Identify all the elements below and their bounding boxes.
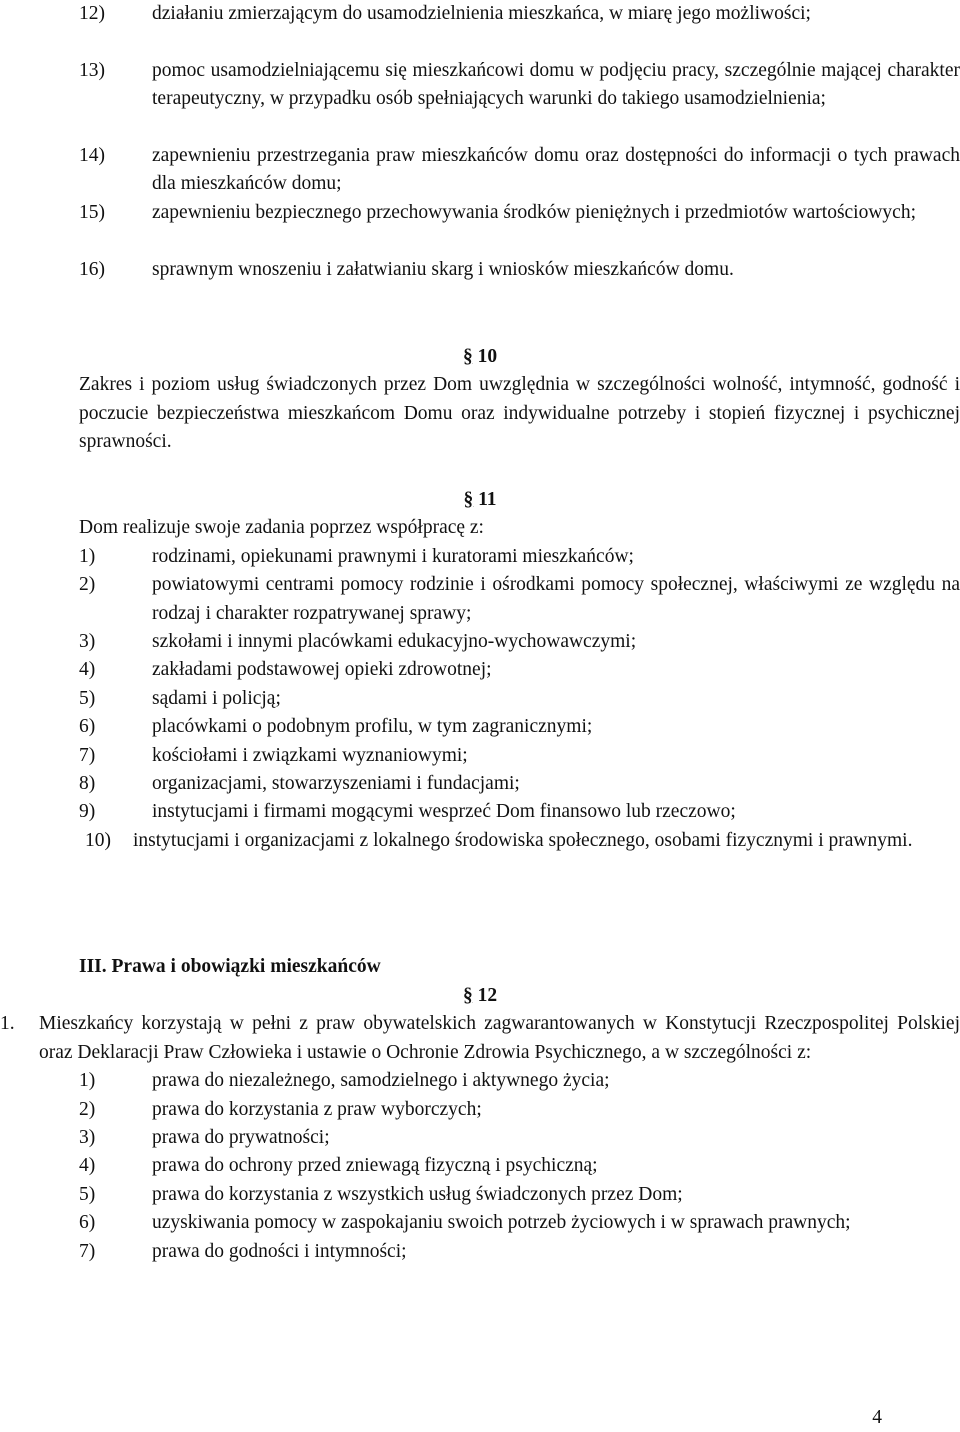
list-item-text: prawa do niezależnego, samodzielnego i aktywnego życia; bbox=[152, 1070, 610, 1092]
list-item bbox=[0, 0, 960, 57]
list-item bbox=[0, 1067, 960, 1095]
section-sign: § bbox=[462, 346, 473, 367]
section-10 bbox=[0, 343, 960, 457]
chapter-heading-block bbox=[0, 953, 960, 981]
list-item-text: powiatowymi centrami pomocy rodzinie i ośrodkami pomocy społecznej, właściwymi ze względu na rodzaj i charakter rozpatrywanej sprawy; bbox=[152, 574, 960, 624]
list-item-text: rodzinami, opiekunami prawnymi i kuratorami mieszkańców; bbox=[152, 545, 634, 567]
list-item-number: 3) bbox=[79, 631, 96, 653]
list-item-number: 1) bbox=[79, 1070, 96, 1092]
list-item-number: 1) bbox=[79, 545, 96, 567]
list-item bbox=[0, 827, 960, 855]
list-item-number: 7) bbox=[79, 1240, 96, 1262]
section-11 bbox=[0, 486, 960, 855]
page-number: 4 bbox=[872, 1407, 882, 1428]
list-item-text: kościołami i związkami wyznaniowymi; bbox=[152, 744, 468, 766]
list-item bbox=[0, 628, 960, 656]
list-item-number: 4) bbox=[79, 659, 96, 681]
list-item-text: prawa do prywatności; bbox=[152, 1127, 330, 1149]
list-item bbox=[0, 770, 960, 798]
list-item bbox=[0, 1181, 960, 1209]
list-item-number: 4) bbox=[79, 1155, 96, 1177]
section-heading bbox=[0, 486, 960, 514]
list-item bbox=[0, 142, 960, 199]
list-item bbox=[0, 199, 960, 256]
list-item-number: 8) bbox=[79, 773, 96, 795]
section-number: 11 bbox=[478, 489, 497, 510]
list-item-number: 5) bbox=[79, 687, 96, 709]
list-item bbox=[0, 1209, 960, 1237]
list-item-text: prawa do korzystania z wszystkich usług świadczonych przez Dom; bbox=[152, 1183, 683, 1205]
list-item-text: zapewnieniu przestrzegania praw mieszkańców domu oraz dostępności do informacji o tych prawach dla mieszkańców domu; bbox=[152, 144, 960, 195]
section-point bbox=[0, 1010, 960, 1067]
list-item bbox=[0, 1152, 960, 1180]
list-item bbox=[0, 656, 960, 684]
list-item-number: 13) bbox=[79, 59, 105, 81]
list-item-text: szkołami i innymi placówkami edukacyjno-wychowawczymi; bbox=[152, 631, 637, 653]
list-item bbox=[0, 571, 960, 628]
section-number: 12 bbox=[477, 985, 498, 1006]
list-item-text: prawa do korzystania z praw wyborczych; bbox=[152, 1098, 482, 1120]
list-item-number: 6) bbox=[79, 716, 96, 738]
list-item-text: sprawnym wnoszeniu i załatwianiu skarg i wniosków mieszkańców domu. bbox=[152, 258, 734, 280]
continued-list bbox=[0, 0, 960, 284]
list-item bbox=[0, 57, 960, 142]
list-item-text: działaniu zmierzającym do usamodzielnienia mieszkańca, w miarę jego możliwości; bbox=[152, 3, 811, 24]
list-item bbox=[0, 685, 960, 713]
list-item-number: 5) bbox=[79, 1183, 96, 1205]
list-item-number: 2) bbox=[79, 574, 96, 596]
list-item-number: 14) bbox=[79, 144, 105, 166]
list-item-text: placówkami o podobnym profilu, w tym zagranicznymi; bbox=[152, 716, 593, 738]
list-item bbox=[0, 713, 960, 741]
list-item-text: zapewnieniu bezpiecznego przechowywania środków pieniężnych i przedmiotów wartościowych; bbox=[152, 201, 917, 223]
section-number: 10 bbox=[477, 346, 498, 367]
list-item-number: 6) bbox=[79, 1212, 96, 1234]
list-item-text: organizacjami, stowarzyszeniami i fundacjami; bbox=[152, 773, 520, 795]
list-item-text: pomoc usamodzielniającemu się mieszkańcowi domu w podjęciu pracy, szczególnie mającej charakter terapeutyczny, w przypadku osób spełniających warunki do takiego usamodzielnienia; bbox=[152, 59, 960, 110]
list-item-text: prawa do godności i intymności; bbox=[152, 1240, 407, 1262]
list-item bbox=[0, 256, 960, 284]
list-item-number: 10) bbox=[85, 829, 111, 851]
list-item-number: 9) bbox=[79, 801, 96, 823]
list-item bbox=[0, 742, 960, 770]
list-item-text: zakładami podstawowej opieki zdrowotnej; bbox=[152, 659, 492, 681]
list-item bbox=[0, 1096, 960, 1124]
list-item-number: 7) bbox=[79, 744, 96, 766]
list-item-number: 15) bbox=[79, 201, 105, 223]
section-heading bbox=[0, 343, 960, 371]
list-item-text: instytucjami i firmami mogącymi wesprzeć Dom finansowo lub rzeczowo; bbox=[152, 801, 736, 823]
section-heading bbox=[0, 982, 960, 1010]
list-item-number: 12) bbox=[79, 3, 105, 24]
list-item bbox=[0, 1238, 960, 1266]
section-point-number: 1. bbox=[0, 1013, 15, 1035]
list-item-text: instytucjami i organizacjami z lokalnego środowiska społecznego, osobami fizycznymi i prawnymi. bbox=[133, 829, 913, 851]
list-item bbox=[0, 543, 960, 571]
section-paragraph: Zakres i poziom usług świadczonych przez Dom uwzględnia w szczególności wolność, intymność, godność i poczucie bezpieczeństwa mieszkańcom Domu oraz indywidualne potrzeby i stopień fizycznej i psychicznej sprawności. bbox=[79, 374, 960, 453]
list-item-text: uzyskiwania pomocy w zaspokajaniu swoich potrzeb życiowych i w sprawach prawnych; bbox=[152, 1212, 851, 1234]
list-item-text: prawa do ochrony przed zniewagą fizyczną i psychiczną; bbox=[152, 1155, 598, 1177]
list-item-number: 2) bbox=[79, 1098, 96, 1120]
list-item-text: sądami i policją; bbox=[152, 687, 281, 709]
section-12 bbox=[0, 982, 960, 1266]
list-item-number: 16) bbox=[79, 258, 105, 280]
section-intro: Dom realizuje swoje zadania poprzez współpracę z: bbox=[79, 517, 484, 539]
section-sign: § bbox=[462, 985, 473, 1006]
chapter-title: III. Prawa i obowiązki mieszkańców bbox=[79, 956, 381, 977]
section-point-text: Mieszkańcy korzystają w pełni z praw obywatelskich zagwarantowanych w Konstytucji Rzeczpospolitej Polskiej oraz Deklaracji Praw Człowieka i ustawie o Ochronie Zdrowia Psychicznego, a w szczególności z: bbox=[39, 1013, 960, 1063]
list-item bbox=[0, 1124, 960, 1152]
list-item-number: 3) bbox=[79, 1127, 96, 1149]
section-sign: § bbox=[463, 489, 474, 510]
list-item bbox=[0, 798, 960, 826]
